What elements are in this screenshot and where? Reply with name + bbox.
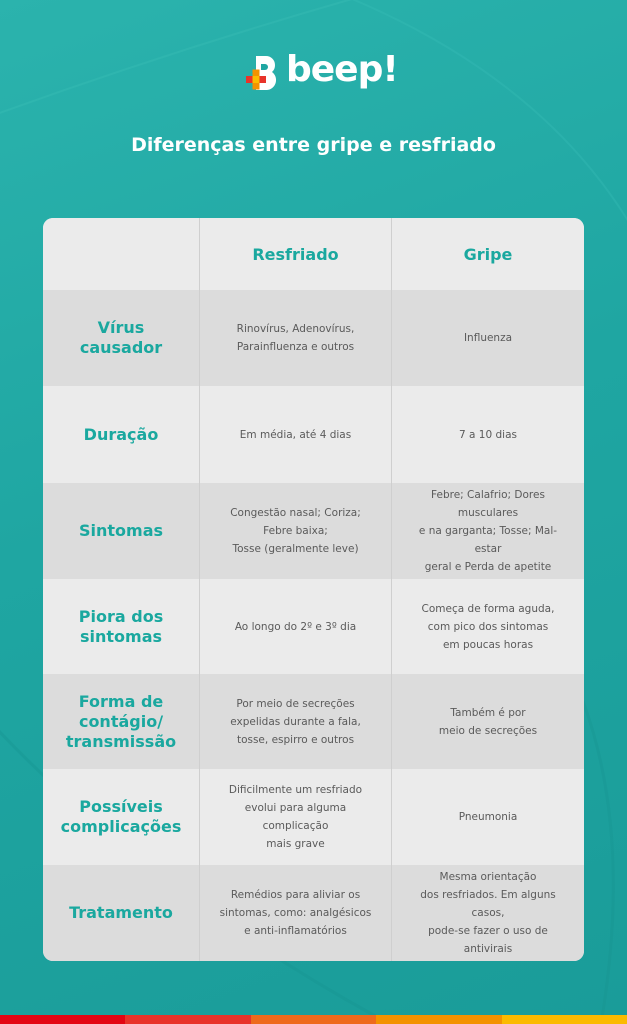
gripe-cell (392, 769, 584, 865)
gripe-cell (392, 290, 584, 386)
cell-text: 7 a 10 dias (459, 428, 517, 441)
row-label: Piora dos sintomas (78, 606, 164, 646)
row-label: Forma de contágio/ transmissão (65, 691, 177, 751)
strip-segment (0, 1015, 125, 1024)
resfriado-cell (200, 674, 392, 769)
cell-text: Mesma orientação dos resfriados. Em alguns casos, pode-se fazer o uso de antivirais (420, 871, 556, 955)
row-label-cell (43, 674, 200, 769)
strip-segment (502, 1015, 627, 1024)
cell-text: Por meio de secreções expelidas durante a fala, tosse, espirro e outros (230, 697, 361, 746)
resfriado-cell (200, 579, 392, 674)
beep-logo (244, 49, 398, 98)
row-label: Vírus causador (79, 318, 163, 357)
comparison-table (43, 218, 584, 961)
cell-text: Febre; Calafrio; Dores musculares e na garganta; Tosse; Mal-estar geral e Perda de apetite (418, 489, 558, 573)
resfriado-cell (200, 865, 392, 961)
cell-text: Congestão nasal; Coriza; Febre baixa; Tosse (geralmente leve) (230, 507, 361, 555)
cell-text: Rinovírus, Adenovírus, Parainfluenza e outros (236, 323, 355, 353)
cell-text: Em média, até 4 dias (239, 428, 352, 441)
gripe-cell (392, 386, 584, 483)
header-label: Gripe (463, 244, 513, 264)
cell-text: Ao longo do 2º e 3º dia (234, 620, 357, 633)
cell-text: Começa de forma aguda, com pico dos sintomas em poucas horas (421, 602, 555, 651)
resfriado-cell (200, 483, 392, 579)
gripe-cell (392, 865, 584, 961)
row-label: Duração (83, 424, 159, 444)
plus-heart-icon (244, 52, 288, 96)
row-label-cell (43, 483, 200, 579)
header-empty-cell (43, 218, 200, 290)
cell-text: Dificilmente um resfriado evolui para alguma complicação mais grave (228, 784, 363, 850)
page-title: Diferenças entre gripe e resfriado (131, 134, 496, 156)
row-label-cell (43, 290, 200, 386)
brand-wordmark: beep! (286, 49, 398, 90)
row-label-cell (43, 579, 200, 674)
row-label-cell (43, 386, 200, 483)
row-label-cell (43, 865, 200, 961)
cell-text: Pneumonia (458, 811, 518, 823)
gripe-cell (392, 579, 584, 674)
footer-color-strip (0, 1015, 627, 1024)
header-label: Resfriado (252, 244, 339, 264)
gripe-cell (392, 483, 584, 579)
strip-segment (376, 1015, 501, 1024)
strip-segment (125, 1015, 250, 1024)
resfriado-cell (200, 386, 392, 483)
header-gripe (392, 218, 584, 290)
row-label: Tratamento (69, 903, 173, 922)
strip-segment (251, 1015, 376, 1024)
cell-text: Influenza (463, 332, 513, 344)
row-label-cell (43, 769, 200, 865)
gripe-cell (392, 674, 584, 769)
resfriado-cell (200, 769, 392, 865)
row-label: Possíveis complicações (60, 797, 182, 836)
row-label: Sintomas (78, 521, 164, 540)
cell-text: Remédios para aliviar os sintomas, como: analgésicos e anti-inflamatórios (219, 889, 372, 937)
resfriado-cell (200, 290, 392, 386)
cell-text: Também é por meio de secreções (438, 706, 538, 737)
header-resfriado (200, 218, 392, 290)
